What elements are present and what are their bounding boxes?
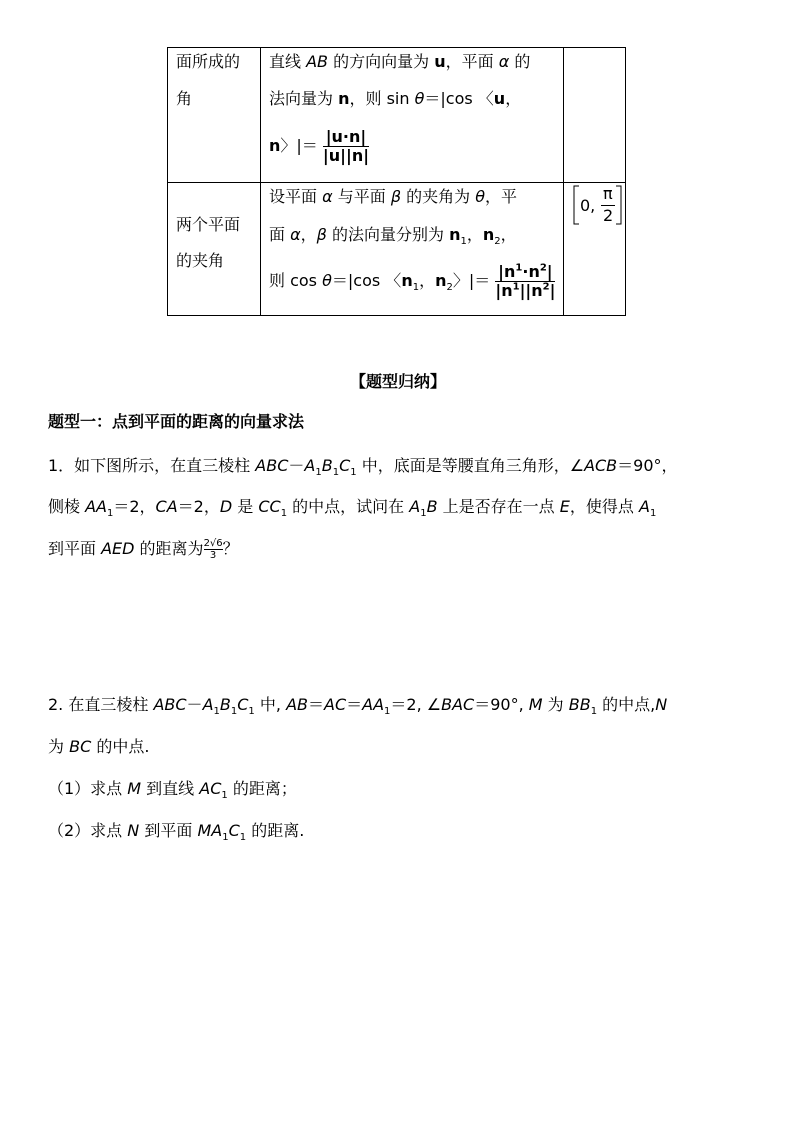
type1-title: 题型一：点到平面的距离的向量求法: [48, 412, 305, 431]
table-border-top: [167, 47, 626, 48]
q1-line1: 1．如下图所示，在直三棱柱 $ABC-A_1B_1C_1$ 中，底面是等腰直角三角形，∠ACB＝90°，: [48, 456, 678, 479]
row2-label-line1: 两个平面: [176, 215, 241, 234]
range-zero: 0,: [580, 196, 596, 215]
table-border-col1: [260, 47, 261, 316]
left-bracket-icon: [572, 184, 580, 226]
row2-fraction: $\frac{|n^1\cdot n^2|}{|n^1||n^2|}$: [495, 262, 556, 300]
row2-label-line2: 的夹角: [176, 251, 225, 270]
row2-range: [572, 184, 622, 226]
q2-part1: （1）求点 M 到直线 $AC_1$ 的距离；: [48, 779, 297, 802]
row1-fraction: $\frac{|u\cdot n|}{|u||n|}$: [322, 127, 370, 165]
q1-line2: 侧棱 $AA_1=2$，CA＝2，D 是 $CC_1$ 的中点，试问在 $A_1B$ 上是否存在一点 E，使得点 $A_1$: [48, 497, 657, 520]
section-title: 【题型归纳】: [350, 372, 447, 391]
row2-formula-line3: 则 cos θ＝|cos 〈$n_1$，$n_2$〉|＝ $\frac{|n^1\cdot n^2|}{|n^1||n^2|}$: [269, 262, 556, 300]
row1-formula-line3: n〉|＝ $\frac{|u\cdot n|}{|u||n|}$: [269, 127, 370, 165]
row2-formula-line1: 设平面 α 与平面 β 的夹角为 θ，平: [269, 187, 518, 206]
table-border-bottom: [167, 315, 626, 316]
row1-label-line1: 面所成的: [176, 52, 241, 71]
range-two: 2: [603, 206, 614, 225]
row1-formula-line1: 直线 AB 的方向向量为 u，平面 α 的: [269, 52, 531, 71]
table-border-right: [625, 47, 626, 316]
table-border-left: [167, 47, 168, 316]
q2-line1: 2. 在直三棱柱 $ABC-A_1B_1C_1$ 中, $AB=AC=AA_1=2$, ∠BAC＝90°, M 为 $BB_1$ 的中点,N: [48, 695, 668, 718]
table-border-col2: [563, 47, 564, 316]
q2-part2: （2）求点 N 到平面 $MA_1C_1$ 的距离.: [48, 821, 305, 844]
q1-distance-fraction: $\frac{2√6}{3}$: [203, 538, 223, 561]
row2-formula-line2: 面 α，β 的法向量分别为 $n_1$，$n_2$，: [269, 225, 517, 248]
right-bracket-icon: [615, 184, 623, 226]
row1-label-line2: 角: [176, 89, 193, 108]
q2-line2: 为 BC 的中点.: [48, 737, 150, 756]
row1-formula-line2: 法向量为 n，则 sin θ＝|cos 〈u，: [269, 89, 522, 108]
range-pi: π: [603, 184, 613, 203]
q1-line3: 到平面 AED 的距离为 $\frac{2√6}{3}$？: [48, 538, 239, 561]
table-border-mid: [167, 182, 626, 183]
